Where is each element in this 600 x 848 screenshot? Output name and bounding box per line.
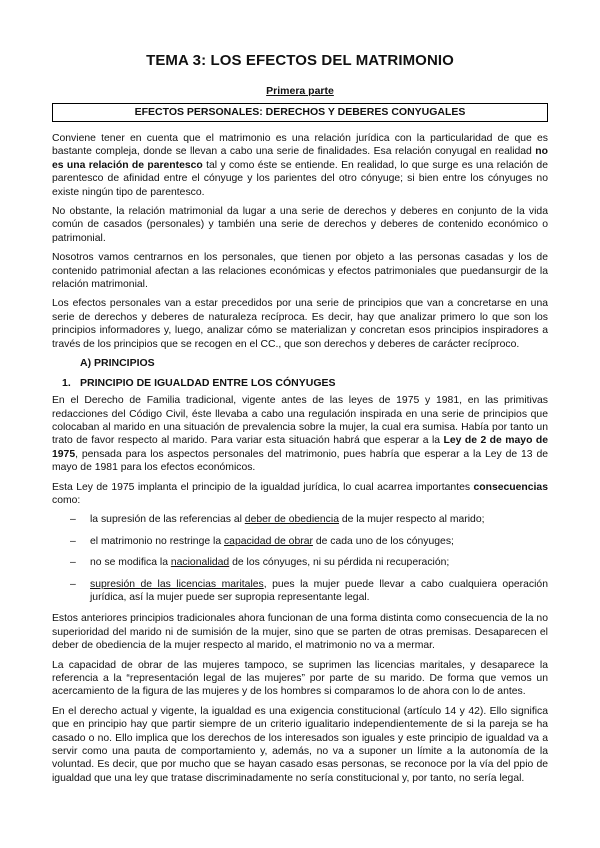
paragraph-5: En el Derecho de Familia tradicional, vigente antes de las leyes de 1975 y 1981, en las primitivas redacciones del Código Civil, éste llevaba a cabo una regulación inspirada en una serie de principios que colocaban al marido en una situación de prevalencia sobre la mujer, la cual era sumisa. Había por tanto un trato de favor respecto al marido. Para variar esta situación habrá que esperar a la Ley de 2 de mayo de 1975, pensada para los aspectos personales del matrimonio, pues habría que esperar a la Ley de 13 de mayo de 1981 para los efectos económicos. — [52, 395, 548, 474]
paragraph-7: Estos anteriores principios tradicionales ahora funcionan de una forma distinta como consecuencia de la no superioridad del marido ni de sumisión de la mujer, sino que se parten de otras premisas. Desaparecen el deber de obediencia de la mujer respecto al marido, el matrimonio no va a mermar. — [52, 613, 548, 652]
document-page — [52, 52, 548, 791]
paragraph-3: Nosotros vamos centrarnos en los personales, que tienen por objeto a las personas casadas y los de contenido patrimonial afectan a las relaciones económicas y efectos patrimoniales que puedansurgir de la relación matrimonial. — [52, 252, 548, 291]
paragraph-8: La capacidad de obrar de las mujeres tampoco, se suprimen las licencias maritales, y desaparece la referencia a la “representación legal de las mujeres” por parte de su marido. De forma que vemos un acercamiento de la figura de las mujeres y de los hombres si comparamos lo de ahora con lo de antes. — [52, 659, 548, 698]
paragraph-9: En el derecho actual y vigente, la igualdad es una exigencia constitucional (artículo 14 y 42). Ello significa que en principio hay que partir siempre de un criterio igualitario independientemente de si la pareja se ha casado o no. Ello implica que los derechos de los interesados son iguales y este principio de igualdad va a servir como una pauta de comportamiento y, además, no va a suponer un límite a la autonomía de la voluntad. Es decir, que por mucho que se hayan casado esas personas, se reconoce por la vía del ppio de igualdad que una ley que tratase discriminadamente no sería constitucional y, por tanto, no sería legal. — [52, 705, 548, 784]
heading-principios: A) PRINCIPIOS — [80, 357, 155, 370]
paragraph-2: No obstante, la relación matrimonial da lugar a una serie de derechos y deberes en conjunto de la vida común de casados (personales) y también una serie de derechos y deberes de contenido económico o patrimonial. — [52, 206, 548, 244]
list-item: – supresión de las licencias maritales, pues la mujer puede llevar a cabo cualquiera operación jurídica, así la mujer puede ser supropia representante legal. — [70, 578, 548, 603]
list-item: – el matrimonio no restringe la capacidad de obrar de cada uno de los cónyuges; — [70, 535, 454, 547]
document-subtitle: Primera parte — [266, 85, 334, 97]
heading-principio-igualdad: 1. PRINCIPIO DE IGUALDAD ENTRE LOS CÓNYUGES — [62, 377, 336, 390]
consequences-list — [52, 513, 548, 604]
list-item: – no se modifica la nacionalidad de los cónyuges, ni su pérdida ni recuperación; — [70, 557, 450, 569]
paragraph-1: Conviene tener en cuenta que el matrimonio es una relación jurídica con la particularidad de que es bastante compleja, donde se llevan a cabo una serie de finalidades. Esa relación conyugal en realidad no es una relación de parentesco tal y como éste se entiende. En realidad, lo que surge es una relación de parentesco de afinidad entre el cónyuge y los parientes del otro cónyuge; si bien entre los cónyuges no existe ningún tipo de parentesco. — [52, 133, 548, 198]
document-title: TEMA 3: LOS EFECTOS DEL MATRIMONIO — [146, 52, 454, 69]
list-item: – la supresión de las referencias al deber de obediencia de la mujer respecto al marido; — [70, 514, 485, 526]
section-heading-box: EFECTOS PERSONALES: DERECHOS Y DEBERES CONYUGALES — [52, 103, 548, 122]
paragraph-6: Esta Ley de 1975 implanta el principio de la igualdad jurídica, lo cual acarrea importantes consecuencias como: — [52, 481, 548, 506]
paragraph-4: Los efectos personales van a estar precedidos por una serie de principios que van a concretarse en una serie de derechos y deberes de naturaleza recíproca. Es decir, hay que analizar primero lo que son los principios informadores y, luego, analizar cómo se materializan y concretan esos principios inspiradores a través de los principios que se recogen en el CC., que son derechos y deberes de carácter recíproco. — [52, 298, 548, 350]
